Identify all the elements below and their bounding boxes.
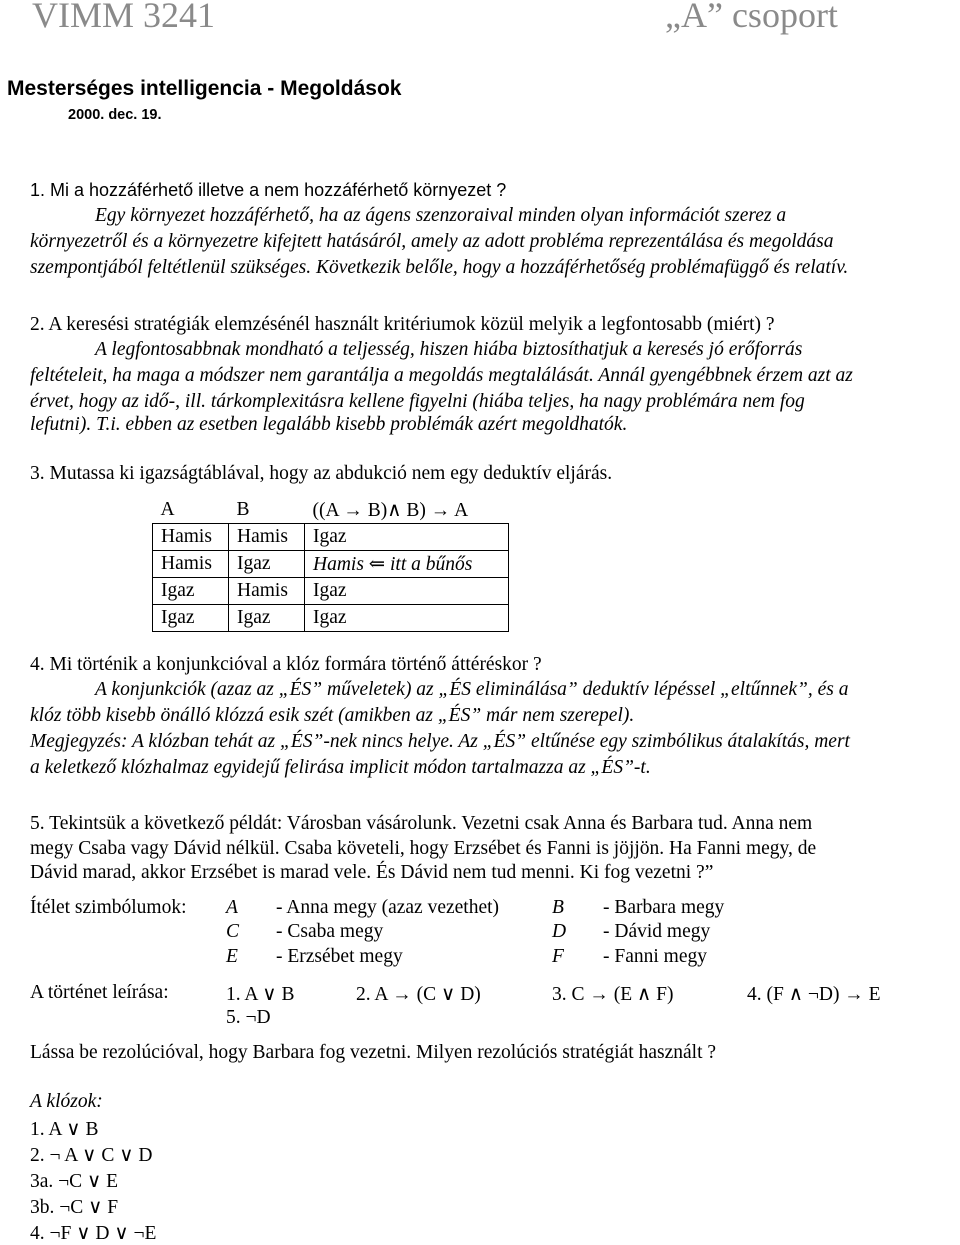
truth-table-header: A bbox=[160, 499, 175, 520]
answer-1-line: Egy környezet hozzáférhető, ha az ágens szenzoraival minden olyan információt szerez a bbox=[95, 205, 787, 226]
table-cell: Hamis bbox=[229, 578, 305, 605]
document-title: Mesterséges intelligencia - Megoldások bbox=[7, 77, 402, 100]
answer-4-line: klóz több kisebb önálló klózzá esik szét (amikben az „ÉS” már nem szerepel). bbox=[30, 705, 635, 726]
answer-2-line: feltételeit, ha maga a módszer nem garantálja a megoldás megtalálását. Annál gyengébbnek érzem azt az bbox=[30, 365, 853, 386]
table-cell: Hamis bbox=[229, 524, 305, 551]
course-code: VIMM 3241 bbox=[32, 0, 216, 35]
question-5-intro: Dávid marad, akkor Erzsébet is marad vele. És Dávid nem tud menni. Ki fog vezetni ?” bbox=[30, 862, 714, 883]
answer-2-line: érvet, hogy az idő-, ill. tárkomplexitásra kellene figyelni (hiába teljes, ha nagy problémára nem fog bbox=[30, 391, 805, 412]
table-row bbox=[153, 551, 509, 578]
table-row bbox=[153, 578, 509, 605]
table-cell: Igaz bbox=[229, 605, 305, 632]
truth-table-header: B bbox=[236, 499, 250, 520]
question-3: 3. Mutassa ki igazságtáblával, hogy az abdukció nem egy deduktív eljárás. bbox=[30, 463, 613, 484]
table-cell: Hamis ⇐ itt a bűnős bbox=[305, 551, 509, 578]
answer-4-line: a keletkező klózhalmaz egyidejű felirása implicit módon tartalmazza az „ÉS”-t. bbox=[30, 757, 651, 778]
story-formula: 2. A → (C ∨ D) bbox=[356, 984, 481, 1005]
answer-4-line: Megjegyzés: A klózban tehát az „ÉS”-nek nincs helye. Az „ÉS” eltűnése egy szimbólikus átalakítás, mert bbox=[30, 731, 850, 752]
table-cell: Igaz bbox=[305, 578, 509, 605]
answer-1-line: környezetről és a környezetre kifejtett hatásáról, amely az adott probléma reprezentálása és megoldása bbox=[30, 231, 834, 252]
table-cell: Igaz bbox=[153, 605, 229, 632]
story-formula: 5. ¬D bbox=[226, 1007, 271, 1028]
symbol: C bbox=[226, 921, 240, 942]
symbol-desc: - Fanni megy bbox=[603, 946, 707, 967]
clause: 4. ¬F ∨ D ∨ ¬E bbox=[30, 1223, 157, 1244]
answer-2-line: lefutni). T.i. ebben az esetben legalább kisebb problémák azért megoldhatók. bbox=[30, 414, 628, 435]
clause: 3b. ¬C ∨ F bbox=[30, 1197, 119, 1218]
symbol: A bbox=[226, 897, 238, 918]
question-1: 1. Mi a hozzáférhető illetve a nem hozzáférhető környezet ? bbox=[30, 180, 507, 200]
table-cell: Igaz bbox=[229, 551, 305, 578]
symbol: F bbox=[552, 946, 564, 967]
answer-4-line: A konjunkciók (azaz az „ÉS” műveletek) az „ÉS eliminálása” deduktív lépéssel „eltűnnek”, és a bbox=[95, 679, 849, 700]
clauses-label: A klózok: bbox=[30, 1091, 103, 1112]
document-date: 2000. dec. 19. bbox=[68, 107, 162, 123]
symbol-desc: - Dávid megy bbox=[603, 921, 711, 942]
answer-2-line: A legfontosabbnak mondható a teljesség, hiszen hiába biztosíthatjuk a keresés jó erőforrás bbox=[95, 339, 803, 360]
symbol-desc: - Csaba megy bbox=[276, 921, 384, 942]
clause: 2. ¬ A ∨ C ∨ D bbox=[30, 1145, 153, 1166]
symbol: B bbox=[552, 897, 564, 918]
answer-1-line: szempontjából feltétlenül szükséges. Következik belőle, hogy a hozzáférhetőség problémafüggő és relatív. bbox=[30, 257, 849, 278]
table-cell: Hamis bbox=[153, 524, 229, 551]
symbol: D bbox=[552, 921, 567, 942]
symbols-label: Ítélet szimbólumok: bbox=[30, 897, 187, 918]
table-cell: Hamis bbox=[153, 551, 229, 578]
symbol-desc: - Anna megy (azaz vezethet) bbox=[276, 897, 500, 918]
table-row bbox=[153, 605, 509, 632]
question-2: 2. A keresési stratégiák elemzésénél használt kritériumok közül melyik a legfontosabb (miért) ? bbox=[30, 314, 775, 335]
task-text: Lássa be rezolúcióval, hogy Barbara fog vezetni. Milyen rezolúciós stratégiát használt ? bbox=[30, 1042, 717, 1063]
table-cell: Igaz bbox=[305, 605, 509, 632]
table-cell: Igaz bbox=[153, 578, 229, 605]
clause: 1. A ∨ B bbox=[30, 1119, 99, 1140]
story-formula: 4. (F ∧ ¬D) → E bbox=[747, 984, 881, 1005]
symbol: E bbox=[226, 946, 238, 967]
story-formula: 3. C → (E ∧ F) bbox=[552, 984, 674, 1005]
story-formula: 1. A ∨ B bbox=[226, 984, 295, 1005]
symbol-desc: - Erzsébet megy bbox=[276, 946, 403, 967]
question-5-intro: megy Csaba vagy Dávid nélkül. Csaba követeli, hogy Erzsébet és Fanni is jöjjön. Ha Fanni megy, de bbox=[30, 838, 817, 859]
story-label: A történet leírása: bbox=[30, 982, 169, 1003]
group-label: „A” csoport bbox=[665, 0, 838, 35]
table-row bbox=[153, 524, 509, 551]
question-5-intro: 5. Tekintsük a következő példát: Városban vásárolunk. Vezetni csak Anna és Barbara tud. Anna nem bbox=[30, 813, 813, 834]
table-cell: Igaz bbox=[305, 524, 509, 551]
question-4: 4. Mi történik a konjunkcióval a klóz formára történő áttéréskor ? bbox=[30, 654, 542, 675]
clause: 3a. ¬C ∨ E bbox=[30, 1171, 119, 1192]
symbol-desc: - Barbara megy bbox=[603, 897, 725, 918]
truth-table bbox=[152, 497, 509, 632]
truth-table-header: ((A → B)∧ B) → A bbox=[312, 500, 469, 521]
